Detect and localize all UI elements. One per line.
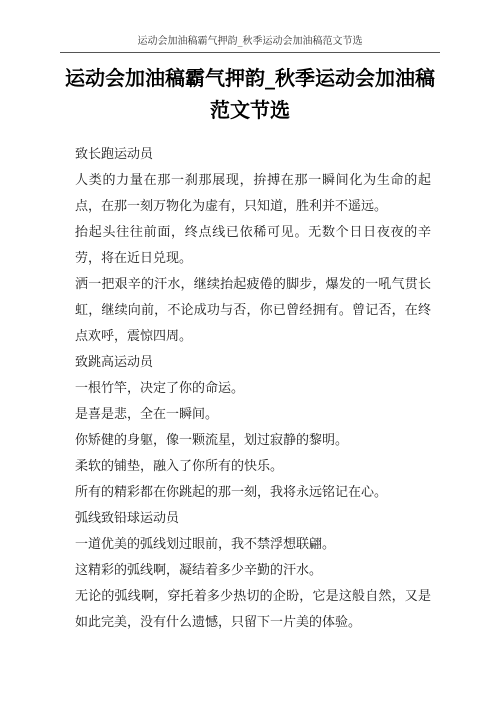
paragraph: 洒一把艰辛的汗水，继续抬起疲倦的脚步，爆发的一吼气贯长虹，继续向前，不论成功与否，你已曾经拥有。曾记否，在终点欢呼，震惊四周。 <box>75 277 431 344</box>
section-heading-high-jump: 致跳高运动员 <box>75 355 154 370</box>
paragraph: 柔软的铺垫，融入了你所有的快乐。 <box>75 459 284 474</box>
document-body <box>75 142 431 636</box>
running-header: 运动会加油稿霸气押韵_秋季运动会加油稿范文节选 <box>137 36 363 47</box>
section-heading-shot-put: 弧线致铅球运动员 <box>75 511 180 526</box>
paragraph: 所有的精彩都在你跳起的那一刻，我将永远铭记在心。 <box>75 485 388 500</box>
paragraph: 抬起头往往前面，终点线已依稀可见。无数个日日夜夜的辛劳，将在近日兑现。 <box>75 225 431 266</box>
paragraph: 这精彩的弧线啊，凝结着多少辛勤的汗水。 <box>75 563 323 578</box>
paragraph: 人类的力量在那一刹那展现，拚搏在那一瞬间化为生命的起点，在那一刻万物化为虚有，只知道，胜利并不遥远。 <box>75 173 431 214</box>
paragraph: 是喜是悲，全在一瞬间。 <box>75 407 219 422</box>
paragraph: 你矫健的身躯，像一颗流星，划过寂静的黎明。 <box>75 433 349 448</box>
paragraph: 一道优美的弧线划过眼前，我不禁浮想联翩。 <box>75 537 336 552</box>
section-heading-long-distance: 致长跑运动员 <box>75 147 154 162</box>
document-title: 运动会加油稿霸气押韵_秋季运动会加油稿范文节选 <box>65 66 435 122</box>
header-divider <box>60 52 440 53</box>
paragraph: 无论的弧线啊，穿托着多少热切的企盼，它是这般自然，又是如此完美，没有什么遗憾，只留下一片美的体验。 <box>75 589 431 630</box>
paragraph: 一根竹竿，决定了你的命运。 <box>75 381 245 396</box>
